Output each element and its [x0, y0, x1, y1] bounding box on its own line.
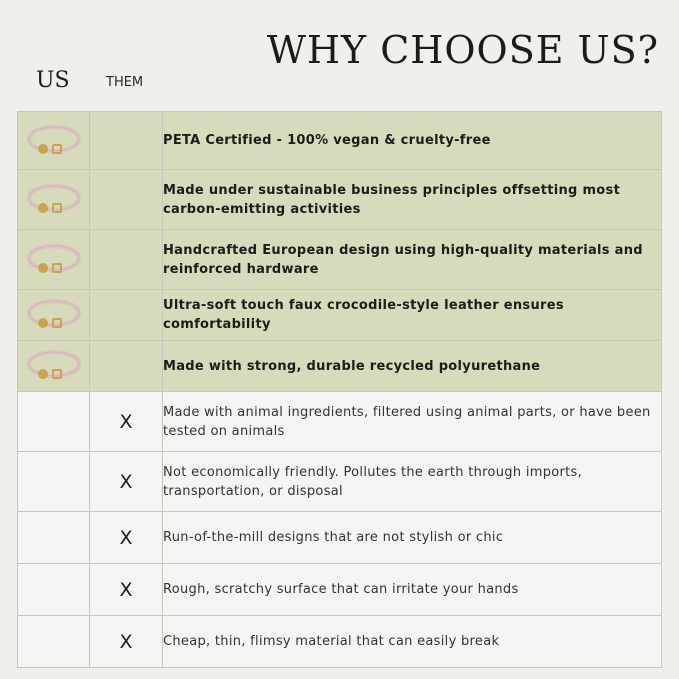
us-cell [18, 512, 90, 564]
bracelet-icon [25, 119, 83, 159]
bracelet-icon [25, 238, 83, 278]
them-cell [90, 452, 163, 512]
comparison-table [17, 111, 662, 668]
bracelet-icon [25, 293, 83, 333]
us-cell [18, 616, 90, 668]
us-cell [18, 112, 90, 170]
x-mark-icon: X [119, 578, 133, 601]
column-header-them: THEM [106, 75, 144, 90]
them-cell [90, 392, 163, 452]
them-row [18, 512, 662, 564]
us-cell [18, 170, 90, 230]
x-mark-icon: X [119, 410, 133, 433]
bracelet-icon [25, 178, 83, 218]
benefit-text: Made under sustainable business principles offsetting most carbon-emitting activities [163, 170, 662, 230]
them-row [18, 452, 662, 512]
them-row [18, 564, 662, 616]
benefit-text: Made with strong, durable recycled polyurethane [163, 341, 662, 392]
them-row [18, 616, 662, 668]
us-row [18, 341, 662, 392]
us-row [18, 112, 662, 170]
them-cell [90, 341, 163, 392]
us-cell [18, 290, 90, 341]
benefit-text: PETA Certified - 100% vegan & cruelty-free [163, 112, 662, 170]
drawback-text: Rough, scratchy surface that can irritate your hands [163, 564, 662, 616]
column-header-us: US [36, 68, 70, 93]
x-mark-icon: X [119, 630, 133, 653]
x-mark-icon: X [119, 470, 133, 493]
drawback-text: Cheap, thin, flimsy material that can easily break [163, 616, 662, 668]
us-cell [18, 392, 90, 452]
them-cell [90, 230, 163, 290]
us-row [18, 170, 662, 230]
them-cell [90, 112, 163, 170]
them-cell [90, 512, 163, 564]
drawback-text: Run-of-the-mill designs that are not stylish or chic [163, 512, 662, 564]
us-cell [18, 564, 90, 616]
drawback-text: Made with animal ingredients, filtered using animal parts, or have been tested on animals [163, 392, 662, 452]
bracelet-icon [25, 344, 83, 384]
us-cell [18, 230, 90, 290]
benefit-text: Handcrafted European design using high-quality materials and reinforced hardware [163, 230, 662, 290]
x-mark-icon: X [119, 526, 133, 549]
us-row [18, 290, 662, 341]
them-cell [90, 170, 163, 230]
us-row [18, 230, 662, 290]
them-cell [90, 616, 163, 668]
them-row [18, 392, 662, 452]
drawback-text: Not economically friendly. Pollutes the earth through imports, transportation, or disposal [163, 452, 662, 512]
us-cell [18, 452, 90, 512]
them-cell [90, 564, 163, 616]
page-title: WHY CHOOSE US? [266, 28, 659, 72]
us-cell [18, 341, 90, 392]
them-cell [90, 290, 163, 341]
benefit-text: Ultra-soft touch faux crocodile-style leather ensures comfortability [163, 290, 662, 341]
